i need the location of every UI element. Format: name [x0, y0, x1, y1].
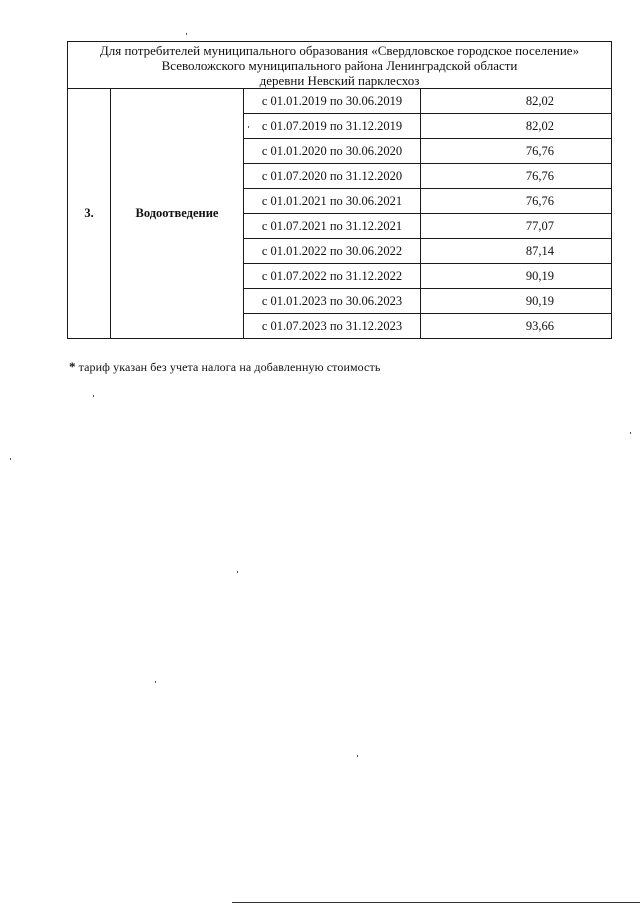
scan-speck: [357, 755, 358, 757]
tariff-value-cell: 76,76: [421, 139, 612, 164]
period-cell: с 01.01.2020 по 30.06.2020: [244, 139, 421, 164]
service-number: 3.: [68, 89, 111, 339]
footnote: [69, 359, 380, 375]
scan-speck: [630, 432, 631, 434]
page-edge-line: [232, 902, 640, 903]
scan-speck: [237, 571, 238, 573]
tariff-value-cell: 87,14: [421, 239, 612, 264]
tariff-value-cell: 82,02: [421, 89, 612, 114]
scan-speck: [93, 395, 94, 397]
period-cell: с 01.07.2021 по 31.12.2021: [244, 214, 421, 239]
period-cell: с 01.07.2019 по 31.12.2019: [244, 114, 421, 139]
period-cell: с 01.07.2023 по 31.12.2023: [244, 314, 421, 339]
period-cell: с 01.07.2020 по 31.12.2020: [244, 164, 421, 189]
tariff-value-cell: 93,66: [421, 314, 612, 339]
consumer-group-header: [68, 42, 612, 89]
header-line-3: деревни Невский парклесхоз: [259, 72, 420, 88]
table-header-row: [68, 42, 612, 89]
tariff-table: [67, 41, 612, 339]
tariff-value-cell: 76,76: [421, 164, 612, 189]
period-cell: с 01.07.2022 по 31.12.2022: [244, 264, 421, 289]
scan-speck: [186, 33, 187, 35]
scan-speck: [248, 126, 249, 128]
tariff-value-cell: 82,02: [421, 114, 612, 139]
period-cell: с 01.01.2019 по 30.06.2019: [244, 89, 421, 114]
period-cell: с 01.01.2021 по 30.06.2021: [244, 189, 421, 214]
period-cell: с 01.01.2022 по 30.06.2022: [244, 239, 421, 264]
tariff-value-cell: 76,76: [421, 189, 612, 214]
tariff-value-cell: 90,19: [421, 289, 612, 314]
footnote-text: тариф указан без учета налога на добавленную стоимость: [78, 360, 381, 374]
footnote-marker: *: [69, 359, 76, 374]
header-line-2: Всеволожского муниципального района Ленинградской области: [161, 57, 518, 73]
header-line-1: Для потребителей муниципального образования «Свердловское городское поселение»: [99, 42, 580, 58]
scan-speck: [10, 458, 11, 460]
tariff-value-cell: 90,19: [421, 264, 612, 289]
scan-speck: [155, 681, 156, 683]
period-cell: с 01.01.2023 по 30.06.2023: [244, 289, 421, 314]
table-row: [68, 89, 612, 114]
tariff-value-cell: 77,07: [421, 214, 612, 239]
service-name: Водоотведение: [111, 89, 244, 339]
